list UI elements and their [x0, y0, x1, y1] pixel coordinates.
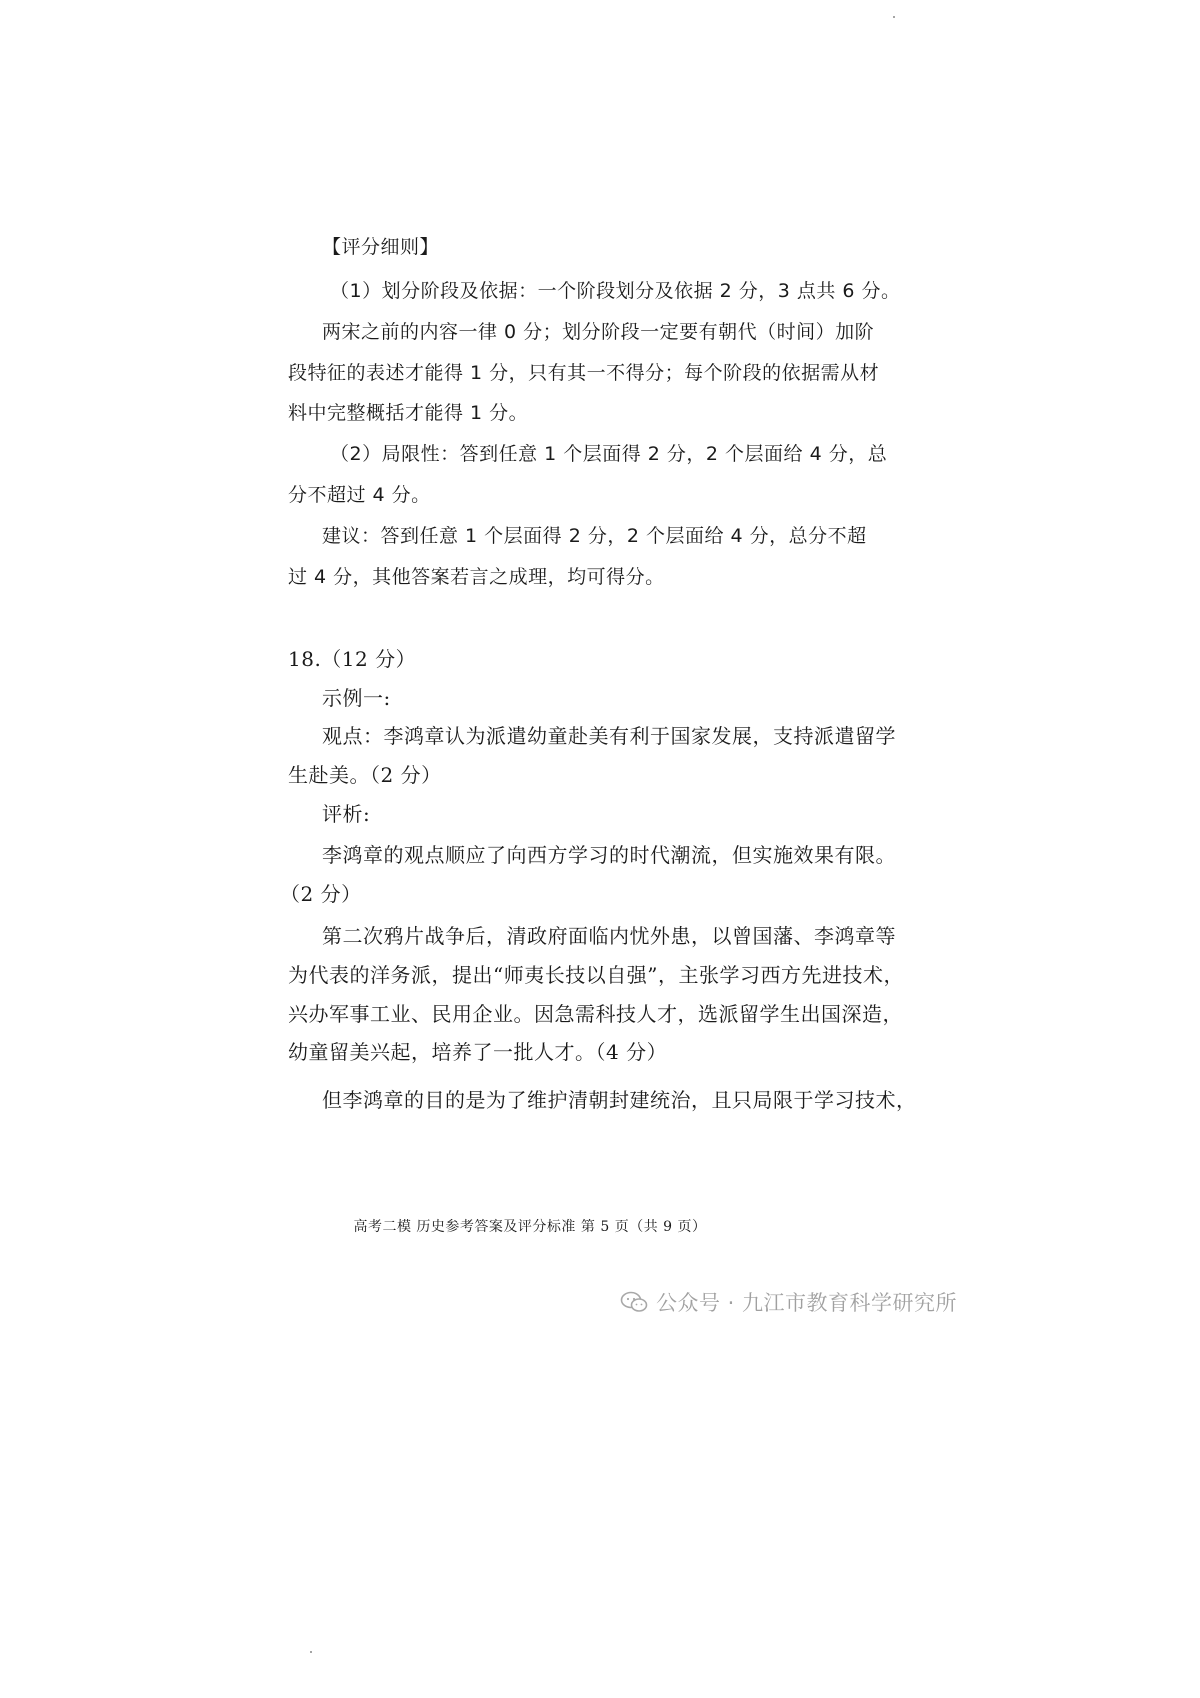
rule-line: （2）局限性：答到任意 1 个层面得 2 分，2 个层面给 4 分，总 — [330, 443, 888, 465]
answer-line: 但李鸿章的目的是为了维护清朝封建统治，且只局限于学习技术， — [322, 1088, 917, 1112]
answer-line: 李鸿章的观点顺应了向西方学习的时代潮流，但实施效果有限。 — [322, 843, 896, 867]
answer-line: 示例一: — [322, 686, 391, 710]
rule-line: 分不超过 4 分。 — [288, 484, 431, 506]
question-number: 18.（12 分） — [288, 647, 417, 671]
scan-speck — [893, 16, 895, 18]
wechat-icon — [620, 1291, 648, 1313]
section-heading: 【评分细则】 — [322, 236, 440, 258]
answer-line: 第二次鸦片战争后，清政府面临内忧外患，以曾国藩、李鸿章等 — [322, 924, 896, 948]
rule-line: 料中完整概括才能得 1 分。 — [288, 402, 529, 424]
answer-line: 观点：李鸿章认为派遣幼童赴美有利于国家发展，支持派遣留学 — [322, 724, 896, 748]
answer-line: 评析: — [322, 802, 371, 826]
rule-line: （1）划分阶段及依据：一个阶段划分及依据 2 分，3 点共 6 分。 — [330, 280, 901, 302]
rule-line: 建议：答到任意 1 个层面得 2 分，2 个层面给 4 分，总分不超 — [322, 525, 867, 547]
answer-line: 为代表的洋务派，提出“师夷长技以自强”，主张学习西方先进技术， — [288, 963, 904, 987]
answer-line: 兴办军事工业、民用企业。因急需科技人才，选派留学生出国深造， — [288, 1002, 903, 1026]
answer-line: （2 分） — [280, 882, 362, 906]
rule-line: 过 4 分，其他答案若言之成理，均可得分。 — [288, 566, 665, 588]
answer-line: 幼童留美兴起，培养了一批人才。（4 分） — [288, 1040, 668, 1064]
answer-line: 生赴美。（2 分） — [288, 763, 442, 787]
watermark-text: 公众号 · 九江市教育科学研究所 — [656, 1291, 958, 1315]
page-footer: 高考二模 历史参考答案及评分标准 第 5 页（共 9 页） — [353, 1219, 707, 1235]
scan-speck — [310, 1651, 312, 1653]
rule-line: 两宋之前的内容一律 0 分；划分阶段一定要有朝代（时间）加阶 — [322, 321, 875, 343]
watermark — [620, 1287, 957, 1317]
rule-line: 段特征的表述才能得 1 分，只有其一不得分；每个阶段的依据需从材 — [288, 362, 880, 384]
